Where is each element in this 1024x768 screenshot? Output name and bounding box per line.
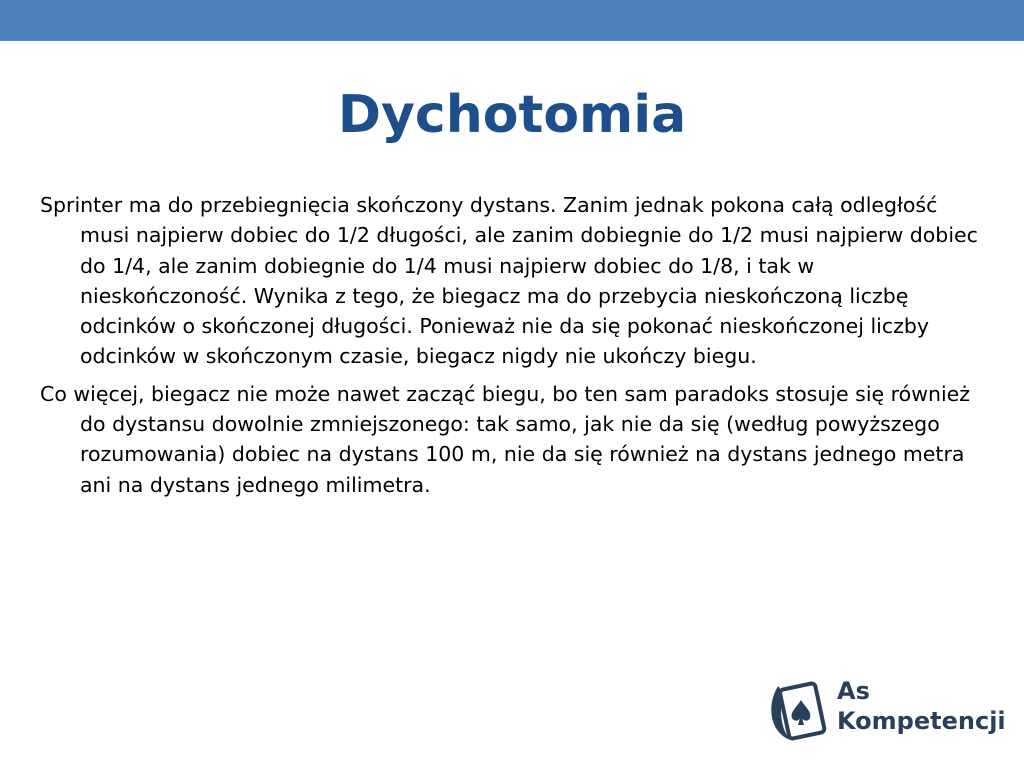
logo-line-kompetencji: Kompetencji [837, 707, 1006, 735]
top-accent-bar [0, 0, 1024, 41]
logo-text [837, 676, 1006, 736]
slide-body [40, 190, 980, 507]
logo-line-as: As [837, 677, 870, 705]
paragraph-1: Sprinter ma do przebiegnięcia skończony dystans. Zanim jednak pokona całą odległość musi najpierw dobiec do 1/2 długości, ale zanim dobiegnie do 1/2 musi najpierw dobiec do 1/4, ale zanim dobiegnie do 1/4 musi najpierw dobiec do 1/8, i tak w nieskończoność. Wynika z tego, że biegacz ma do przebycia nieskończoną liczbę odcinków o skończonej długości. Ponieważ nie da się pokonać nieskończonej liczby odcinków w skończonym czasie, biegacz nigdy nie ukończy biegu. [40, 193, 978, 369]
as-kompetencji-logo [768, 672, 1008, 746]
card-spade-icon [768, 672, 830, 746]
paragraph-2: Co więcej, biegacz nie może nawet zacząć biegu, bo ten sam paradoks stosuje się również do dystansu dowolnie zmniejszonego: tak samo, jak nie da się (według powyższego rozumowania) dobiec na dystans 100 m, nie da się również na dystans jednego metra ani na dystans jednego milimetra. [40, 381, 971, 497]
slide-title: Dychotomia [337, 85, 687, 145]
